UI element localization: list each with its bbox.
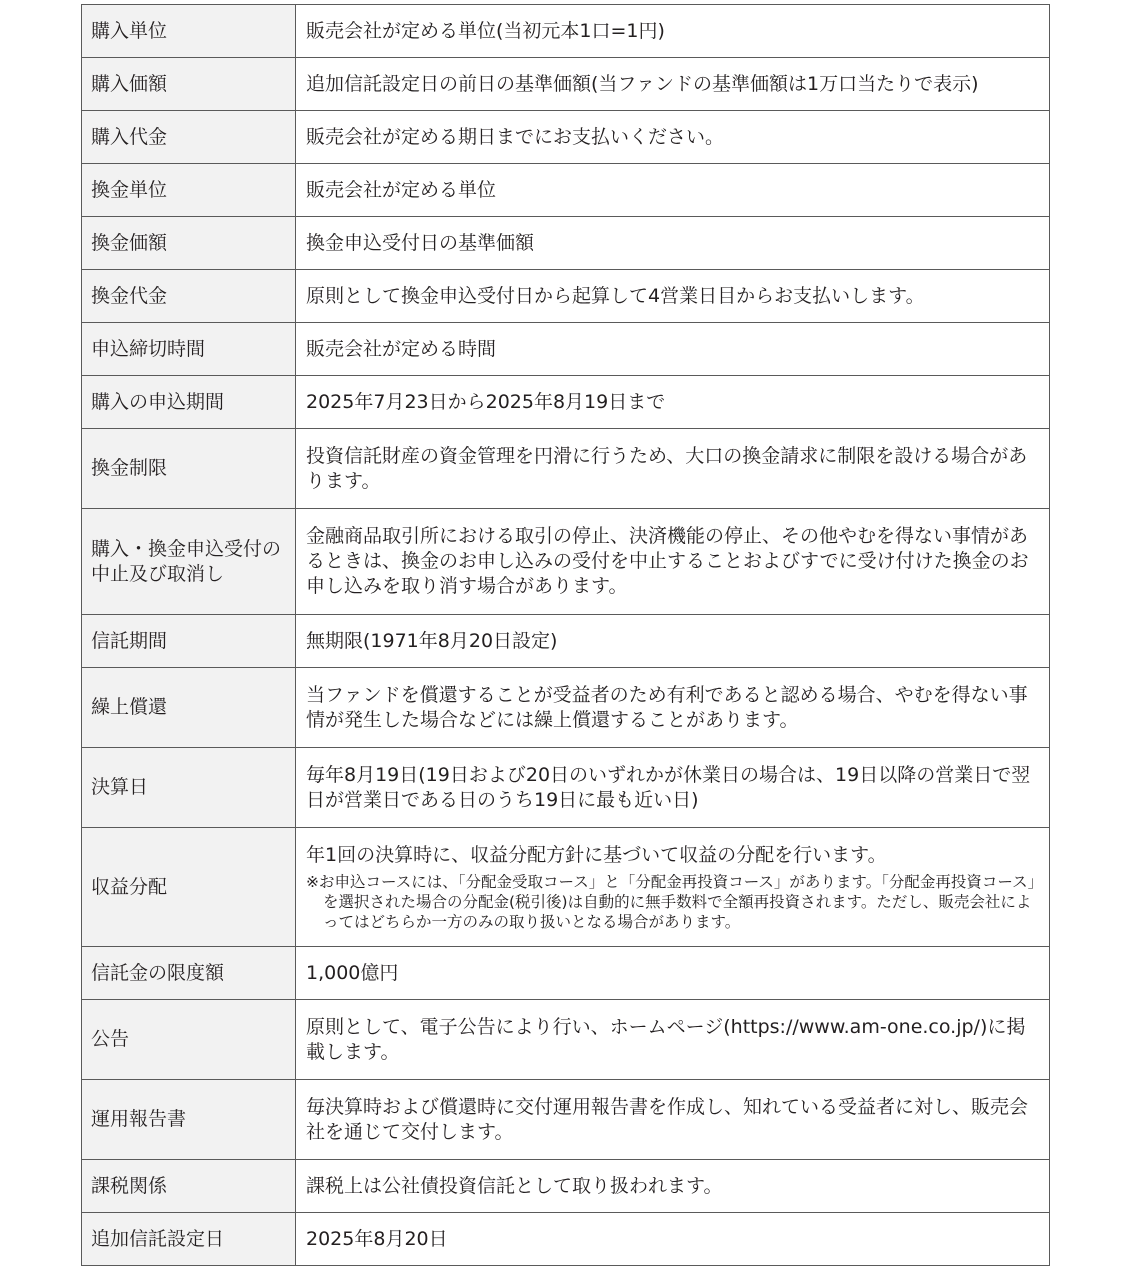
row-label: 購入・換金申込受付の中止及び取消し <box>82 509 296 615</box>
distribution-note: ※お申込コースには、「分配金受取コース」と「分配金再投資コース」があります。「分配金再投資コース」を選択された場合の分配金(税引後)は自動的に無手数料で全額再投資されます。ただし、販売会社によってはどちらか一方のみの取り扱いとなる場合があります。 <box>306 872 1036 931</box>
row-label: 換金代金 <box>82 270 296 323</box>
table-row <box>82 217 1050 270</box>
row-value: 販売会社が定める時間 <box>296 323 1050 376</box>
table-row <box>82 1213 1050 1266</box>
row-label: 信託金の限度額 <box>82 947 296 1000</box>
row-value: 毎決算時および償還時に交付運用報告書を作成し、知れている受益者に対し、販売会社を通じて交付します。 <box>296 1080 1050 1160</box>
table-row <box>82 429 1050 509</box>
row-label: 購入の申込期間 <box>82 376 296 429</box>
row-value: 課税上は公社債投資信託として取り扱われます。 <box>296 1160 1050 1213</box>
row-label: 購入代金 <box>82 111 296 164</box>
row-value-with-note <box>296 828 1050 947</box>
row-label: 購入単位 <box>82 5 296 58</box>
row-value: 投資信託財産の資金管理を円滑に行うため、大口の換金請求に制限を設ける場合があります。 <box>296 429 1050 509</box>
row-value: 無期限(1971年8月20日設定) <box>296 615 1050 668</box>
table-row <box>82 376 1050 429</box>
table-row <box>82 58 1050 111</box>
table-row <box>82 5 1050 58</box>
row-label: 換金価額 <box>82 217 296 270</box>
row-label: 課税関係 <box>82 1160 296 1213</box>
row-label: 購入価額 <box>82 58 296 111</box>
row-value: 1,000億円 <box>296 947 1050 1000</box>
fund-terms-table <box>81 4 1050 1266</box>
row-value: 追加信託設定日の前日の基準価額(当ファンドの基準価額は1万口当たりで表示) <box>296 58 1050 111</box>
row-value: 毎年8月19日(19日および20日のいずれかが休業日の場合は、19日以降の営業日で翌日が営業日である日のうち19日に最も近い日) <box>296 748 1050 828</box>
table-row <box>82 323 1050 376</box>
row-value: 金融商品取引所における取引の停止、決済機能の停止、その他やむを得ない事情があるときは、換金のお申し込みの受付を中止することおよびすでに受け付けた換金のお申し込みを取り消す場合があります。 <box>296 509 1050 615</box>
table-row <box>82 615 1050 668</box>
row-value: 年1回の決算時に、収益分配方針に基づいて収益の分配を行います。 <box>306 843 887 866</box>
table-row <box>82 1160 1050 1213</box>
table-row <box>82 1080 1050 1160</box>
row-value: 販売会社が定める単位 <box>296 164 1050 217</box>
row-label: 繰上償還 <box>82 668 296 748</box>
table-row <box>82 1000 1050 1080</box>
row-value: 販売会社が定める期日までにお支払いください。 <box>296 111 1050 164</box>
row-label: 公告 <box>82 1000 296 1080</box>
row-value: 2025年8月20日 <box>296 1213 1050 1266</box>
row-label: 決算日 <box>82 748 296 828</box>
row-label: 追加信託設定日 <box>82 1213 296 1266</box>
row-value: 販売会社が定める単位(当初元本1口=1円) <box>296 5 1050 58</box>
row-label: 信託期間 <box>82 615 296 668</box>
row-label: 申込締切時間 <box>82 323 296 376</box>
row-value: 原則として換金申込受付日から起算して4営業日目からお支払いします。 <box>296 270 1050 323</box>
row-value: 2025年7月23日から2025年8月19日まで <box>296 376 1050 429</box>
table-row <box>82 947 1050 1000</box>
row-label: 収益分配 <box>82 828 296 947</box>
row-value: 原則として、電子公告により行い、ホームページ(https://www.am-one.co.jp/)に掲載します。 <box>296 1000 1050 1080</box>
table-row <box>82 270 1050 323</box>
table-row <box>82 748 1050 828</box>
row-value: 当ファンドを償還することが受益者のため有利であると認める場合、やむを得ない事情が発生した場合などには繰上償還することがあります。 <box>296 668 1050 748</box>
table-row <box>82 509 1050 615</box>
table-row <box>82 668 1050 748</box>
row-value: 換金申込受付日の基準価額 <box>296 217 1050 270</box>
table-row <box>82 828 1050 947</box>
row-label: 換金制限 <box>82 429 296 509</box>
table-row <box>82 164 1050 217</box>
row-label: 運用報告書 <box>82 1080 296 1160</box>
table-row <box>82 111 1050 164</box>
row-label: 換金単位 <box>82 164 296 217</box>
